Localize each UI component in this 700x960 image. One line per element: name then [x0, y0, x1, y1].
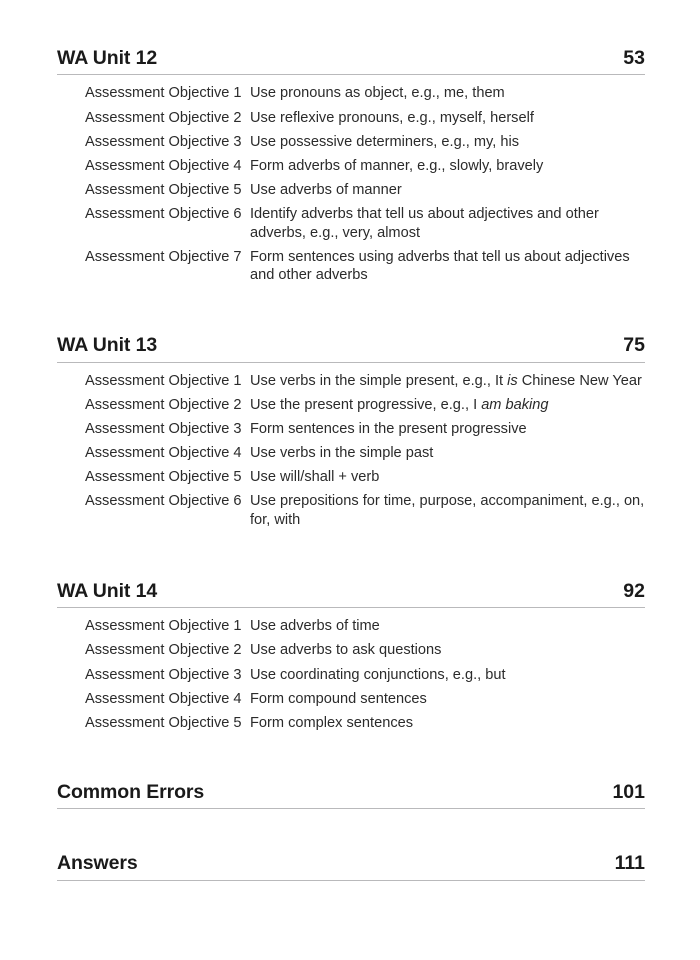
section-common-errors [57, 782, 645, 809]
section-page-number: 101 [612, 780, 645, 803]
objective-row[interactable] [57, 157, 645, 176]
objective-description [250, 109, 645, 128]
objective-description [250, 468, 645, 487]
objective-row[interactable] [57, 444, 645, 463]
objective-label: Assessment Objective 5 [85, 469, 242, 486]
objective-row[interactable] [57, 133, 645, 152]
section-wa-unit-12 [57, 48, 645, 285]
desc-text: Use prepositions for time, purpose, accompaniment, e.g., on, for, with [250, 493, 645, 528]
objective-description [250, 396, 645, 415]
objective-label: Assessment Objective 4 [85, 445, 242, 461]
desc-emphasis: am baking [481, 396, 549, 413]
desc-text: Use reflexive pronouns, e.g., myself, herself [250, 109, 534, 126]
objective-label: Assessment Objective 6 [85, 205, 242, 222]
objective-description [250, 420, 645, 439]
section-header[interactable] [57, 581, 645, 608]
objective-row[interactable] [57, 617, 645, 636]
section-title: Common Errors [57, 780, 205, 803]
section-header[interactable] [57, 48, 645, 75]
objective-description [250, 181, 645, 200]
objective-row[interactable] [57, 666, 645, 685]
objective-label: Assessment Objective 5 [85, 181, 242, 198]
objective-row[interactable] [57, 181, 645, 200]
contents-list [57, 48, 645, 881]
objective-description [250, 714, 645, 733]
objective-label: Assessment Objective 3 [85, 133, 242, 150]
section-wa-unit-14 [57, 581, 645, 732]
desc-text: Use adverbs of manner [250, 181, 402, 198]
objective-description [250, 690, 645, 709]
desc-emphasis: is [507, 372, 518, 389]
objective-row[interactable] [57, 84, 645, 103]
objective-description [250, 444, 645, 463]
objective-row[interactable] [57, 420, 645, 439]
objective-list [57, 372, 645, 530]
objective-row[interactable] [57, 109, 645, 128]
objective-description [250, 492, 645, 529]
desc-text: Use possessive determiners, e.g., my, his [250, 133, 520, 150]
objective-description [250, 248, 645, 285]
objective-label: Assessment Objective 4 [85, 157, 242, 174]
objective-description [250, 372, 645, 391]
objective-row[interactable] [57, 205, 645, 242]
objective-label: Assessment Objective 1 [85, 85, 242, 102]
section-page-number: 92 [623, 579, 645, 602]
objective-label: Assessment Objective 7 [85, 248, 242, 265]
desc-text: Use verbs in the simple past [250, 445, 434, 461]
objective-row[interactable] [57, 248, 645, 285]
section-spacer [57, 290, 645, 335]
objective-row[interactable] [57, 690, 645, 709]
desc-text: Identify adverbs that tell us about adjectives and other adverbs, e.g., very, almost [250, 205, 599, 241]
section-spacer [57, 535, 645, 581]
objective-description [250, 84, 645, 103]
section-wa-unit-13 [57, 335, 645, 529]
desc-text: Use will/shall + verb [250, 469, 380, 486]
section-spacer [57, 809, 645, 853]
desc-text: Use adverbs to ask questions [250, 642, 442, 659]
objective-row[interactable] [57, 396, 645, 415]
section-title: WA Unit 13 [57, 334, 158, 357]
section-answers [57, 853, 645, 880]
section-spacer [57, 738, 645, 782]
section-header[interactable] [57, 782, 645, 809]
section-page-number: 111 [614, 852, 645, 875]
objective-label: Assessment Objective 3 [85, 666, 242, 683]
desc-text: Use adverbs of time [250, 618, 380, 635]
desc-text: Use coordinating conjunctions, e.g., but [250, 666, 506, 683]
objective-list [57, 84, 645, 284]
objective-description [250, 617, 645, 636]
desc-text-tail: Chinese New Year [517, 372, 642, 389]
objective-label: Assessment Objective 4 [85, 690, 242, 707]
objective-description [250, 641, 645, 660]
section-page-number: 75 [623, 334, 645, 357]
objective-row[interactable] [57, 641, 645, 660]
objective-label: Assessment Objective 2 [85, 109, 242, 126]
desc-text: Use the present progressive, e.g., I [250, 396, 482, 413]
objective-label: Assessment Objective 1 [85, 372, 242, 389]
objective-description [250, 666, 645, 685]
objective-row[interactable] [57, 372, 645, 391]
section-title: WA Unit 14 [57, 579, 158, 602]
objective-label: Assessment Objective 2 [85, 396, 242, 413]
section-header[interactable] [57, 335, 645, 362]
objective-row[interactable] [57, 468, 645, 487]
objective-row[interactable] [57, 714, 645, 733]
objective-label: Assessment Objective 3 [85, 420, 242, 437]
objective-description [250, 157, 645, 176]
desc-text: Form complex sentences [250, 714, 414, 731]
section-title: WA Unit 12 [57, 47, 158, 69]
objective-label: Assessment Objective 5 [85, 714, 242, 731]
objective-label: Assessment Objective 2 [85, 642, 242, 659]
section-title: Answers [57, 852, 138, 875]
desc-text: Form sentences in the present progressive [250, 420, 527, 437]
desc-text: Form compound sentences [250, 690, 427, 707]
desc-text: Use verbs in the simple present, e.g., It [250, 372, 508, 389]
objective-row[interactable] [57, 492, 645, 529]
section-header[interactable] [57, 853, 645, 880]
desc-text: Form adverbs of manner, e.g., slowly, bravely [250, 157, 544, 174]
objective-description [250, 205, 645, 242]
objective-list [57, 617, 645, 732]
desc-text: Form sentences using adverbs that tell us about adjectives and other adverbs [250, 248, 630, 284]
section-page-number: 53 [623, 47, 645, 69]
desc-text: Use pronouns as object, e.g., me, them [250, 85, 505, 102]
objective-description [250, 133, 645, 152]
objective-label: Assessment Objective 1 [85, 618, 242, 635]
objective-label: Assessment Objective 6 [85, 493, 242, 510]
